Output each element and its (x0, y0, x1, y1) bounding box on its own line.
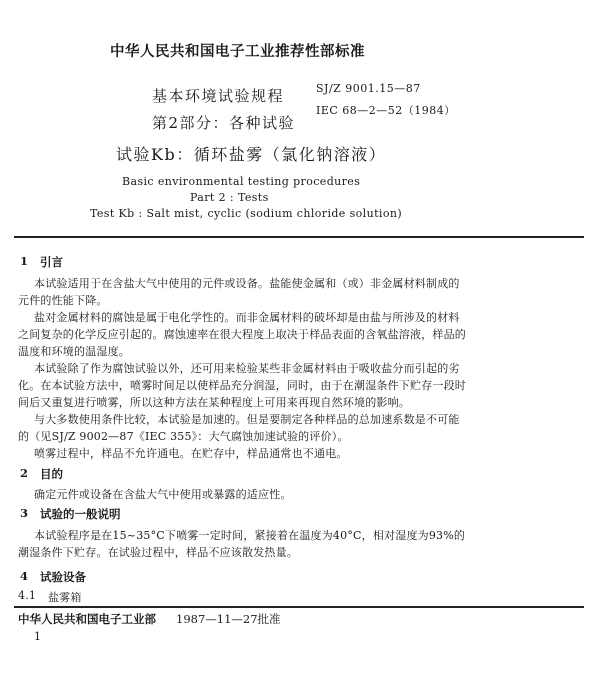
footer-issuer: 中华人民共和国电子工业部 (18, 612, 156, 626)
paragraph-line: 之间复杂的化学反应引起的。腐蚀速率在很大程度上取决于样品表面的含氧盐溶液，样品的 (18, 328, 466, 341)
section-heading: 目的 (40, 467, 63, 481)
title-en-line1: Basic environmental testing procedures (122, 175, 361, 188)
page-number: 1 (34, 630, 42, 643)
header-divider (14, 236, 584, 238)
issuing-organization-title: 中华人民共和国电子工业推荐性部标准 (110, 44, 365, 60)
title-cn-line1: 基本环境试验规程 (152, 87, 285, 105)
paragraph-line: 化。在本试验方法中，喷雾时间足以使样品充分润湿，同时，由于在潮湿条件下贮存一段时 (18, 379, 466, 392)
footer-approval-date: 1987—11—27批准 (176, 612, 281, 626)
section-number: 2 (20, 466, 29, 480)
paragraph-line: 本试验除了作为腐蚀试验以外，还可用来检验某些非金属材料由于吸收盐分而引起的劣 (34, 362, 460, 375)
title-cn-line3: 试验Kb：循环盐雾（氯化钠溶液） (116, 145, 387, 164)
section-heading: 引言 (40, 255, 63, 269)
paragraph-line: 本试验程序是在15~35°C下喷雾一定时间，紧接着在温度为40°C，相对湿度为93%的 (34, 529, 466, 542)
standard-code: SJ/Z 9001.15—87 (316, 82, 421, 95)
paragraph-line: 间后又重复进行喷雾，所以这种方法在某种程度上可用来再现自然环境的影响。 (18, 396, 410, 409)
subsection-heading: 盐雾箱 (48, 591, 82, 604)
section-number: 4 (20, 569, 29, 583)
paragraph-line: 温度和环境的温湿度。 (18, 345, 130, 358)
footer-divider (14, 606, 584, 608)
iec-equivalent-code: IEC 68—2—52（1984） (316, 104, 456, 117)
section-number: 1 (20, 254, 29, 268)
title-en-line2: Part 2 : Tests (190, 191, 269, 204)
paragraph-line: 与大多数使用条件比较，本试验是加速的。但是要制定各种样品的总加速系数是不可能 (34, 413, 460, 426)
title-en-line3: Test Kb : Salt mist, cyclic (sodium chloride solution) (90, 207, 403, 220)
title-cn-line2: 第2部分：各种试验 (152, 114, 296, 132)
paragraph-line: 盐对金属材料的腐蚀是属于电化学性的。而非金属材料的破坏却是由盐与所涉及的材料 (34, 311, 460, 324)
section-heading: 试验的一般说明 (40, 507, 121, 521)
paragraph-line: 的（见SJ/Z 9002—87《IEC 355》：大气腐蚀加速试验的评价）。 (18, 430, 349, 443)
subsection-number: 4.1 (18, 589, 37, 602)
paragraph-line: 潮湿条件下贮存。在试验过程中，样品不应该散发热量。 (18, 546, 298, 559)
paragraph-line: 本试验适用于在含盐大气中使用的元件或设备。盐能使金属和（或）非金属材料制成的 (34, 277, 460, 290)
section-number: 3 (20, 506, 29, 520)
paragraph-line: 元件的性能下降。 (18, 294, 108, 307)
paragraph-line: 喷雾过程中，样品不允许通电。在贮存中，样品通常也不通电。 (34, 447, 348, 460)
paragraph-line: 确定元件或设备在含盐大气中使用或暴露的适应性。 (34, 488, 292, 501)
section-heading: 试验设备 (40, 570, 86, 584)
